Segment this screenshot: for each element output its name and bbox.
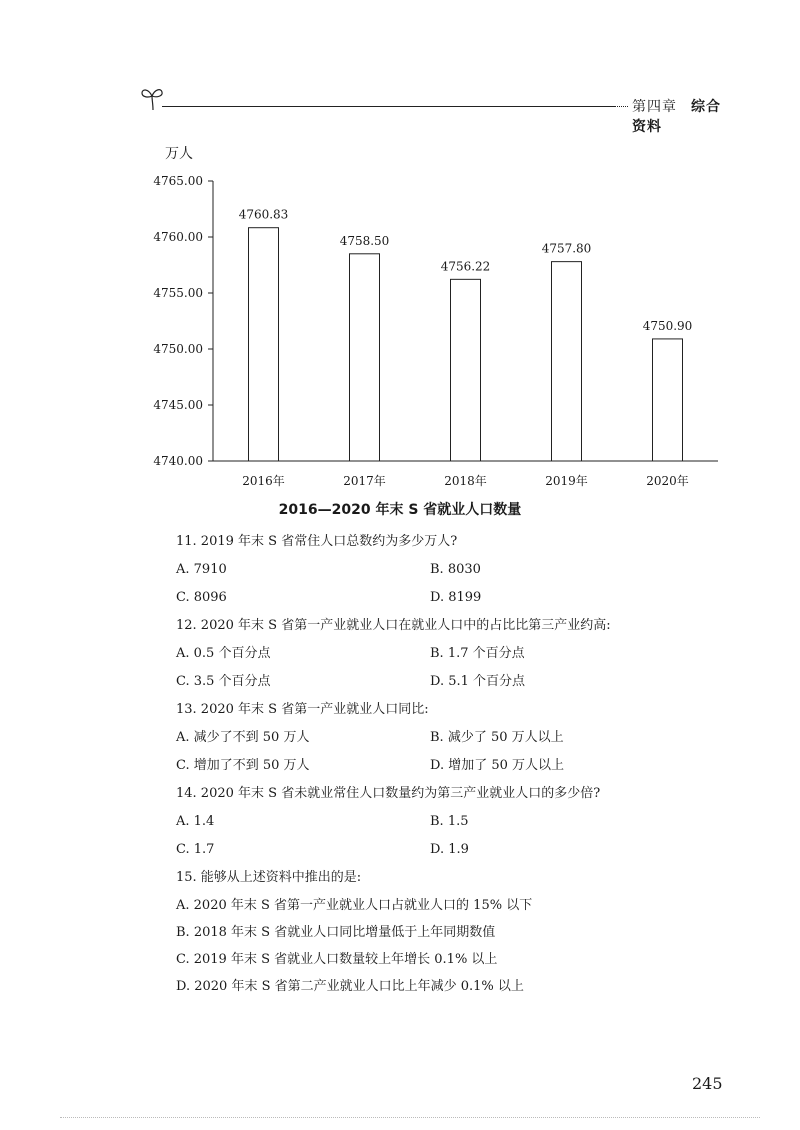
- bar-2020年: [653, 339, 683, 461]
- x-label-group: [242, 473, 689, 488]
- question-15-stem: 15. 能够从上述资料中推出的是:: [176, 870, 362, 885]
- header-rule: [162, 106, 614, 107]
- y-tick-label: 4750.00: [153, 342, 203, 356]
- bar-2017年: [350, 254, 380, 461]
- question-list: [176, 532, 736, 1004]
- question-12-option-a: A. 0.5 个百分点: [176, 646, 271, 661]
- bar-value-label: 4758.50: [339, 233, 390, 248]
- question-12-option-d: D. 5.1 个百分点: [430, 674, 526, 689]
- section-label: 综合资料: [632, 99, 721, 135]
- header-dash: [614, 106, 628, 107]
- question-14-options-row-2: [176, 840, 736, 868]
- question-13-options-row-1: [176, 728, 736, 756]
- bar-2016年: [249, 228, 279, 461]
- question-13-stem: 13. 2020 年末 S 省第一产业就业人口同比:: [176, 702, 429, 717]
- chapter-label: 第四章: [632, 99, 677, 115]
- chart-title: 2016—2020 年末 S 省就业人口数量: [278, 502, 522, 518]
- x-tick-label: 2019年: [545, 474, 588, 488]
- page-number: 245: [692, 1074, 723, 1093]
- bar-group: [239, 208, 693, 461]
- x-tick-label: 2020年: [646, 474, 689, 488]
- question-15-option-c: C. 2019 年末 S 省就业人口数量较上年增长 0.1% 以上: [176, 952, 498, 967]
- question-13-option-d: D. 增加了 50 万人以上: [430, 758, 565, 773]
- scan-edge-dots: [60, 1117, 760, 1118]
- x-tick-label: 2017年: [343, 474, 386, 488]
- bar-value-label: 4760.83: [238, 207, 289, 222]
- question-11-stem: 11. 2019 年末 S 省常住人口总数约为多少万人?: [176, 534, 458, 549]
- question-11-option-a: A. 7910: [176, 562, 227, 577]
- question-11-option-c: C. 8096: [176, 590, 227, 605]
- bar-value-label: 4750.90: [642, 318, 693, 333]
- question-12-option-b: B. 1.7 个百分点: [430, 646, 525, 661]
- question-14-option-d: D. 1.9: [430, 842, 469, 857]
- question-14-stem: 14. 2020 年末 S 省未就业常住人口数量约为第三产业就业人口的多少倍?: [176, 786, 601, 801]
- x-tick-label: 2016年: [242, 474, 285, 488]
- question-11-option-d: D. 8199: [430, 590, 482, 605]
- question-15-option-a: A. 2020 年末 S 省第一产业就业人口占就业人口的 15% 以下: [176, 898, 533, 913]
- bar-2019年: [552, 262, 582, 461]
- question-15-option-d: D. 2020 年末 S 省第二产业就业人口比上年减少 0.1% 以上: [176, 979, 524, 994]
- question-12-options-row-1: [176, 644, 736, 672]
- employment-bar-chart: [150, 140, 730, 500]
- question-14-option-b: B. 1.5: [430, 814, 469, 829]
- question-12-stem: 12. 2020 年末 S 省第一产业就业人口在就业人口中的占比比第三产业约高:: [176, 618, 611, 633]
- y-tick-label: 4760.00: [153, 230, 203, 244]
- y-tick-label: 4765.00: [153, 174, 203, 188]
- y-tick-group: [153, 174, 213, 468]
- question-14-options-row-1: [176, 812, 736, 840]
- question-12-options-row-2: [176, 672, 736, 700]
- question-14-option-a: A. 1.4: [176, 814, 215, 829]
- question-15-option-b: B. 2018 年末 S 省就业人口同比增量低于上年同期数值: [176, 925, 496, 940]
- page-header: [140, 84, 730, 135]
- question-13-option-c: C. 增加了不到 50 万人: [176, 758, 310, 773]
- sprout-leaf-icon: [140, 84, 166, 112]
- x-tick-label: 2018年: [444, 474, 487, 488]
- bar-2018年: [451, 279, 481, 461]
- question-14-option-c: C. 1.7: [176, 842, 215, 857]
- y-tick-label: 4745.00: [153, 398, 203, 412]
- question-12-option-c: C. 3.5 个百分点: [176, 674, 271, 689]
- question-13-option-a: A. 减少了不到 50 万人: [176, 730, 310, 745]
- y-axis-unit-label: 万人: [165, 146, 193, 162]
- question-13-options-row-2: [176, 756, 736, 784]
- y-tick-label: 4740.00: [153, 454, 203, 468]
- bar-value-label: 4757.80: [541, 241, 592, 256]
- question-11-options-row-1: [176, 560, 736, 588]
- y-tick-label: 4755.00: [153, 286, 203, 300]
- question-11-option-b: B. 8030: [430, 562, 481, 577]
- question-13-option-b: B. 减少了 50 万人以上: [430, 730, 564, 745]
- question-11-options-row-2: [176, 588, 736, 616]
- chapter-title: [632, 96, 730, 136]
- bar-value-label: 4756.22: [440, 259, 491, 274]
